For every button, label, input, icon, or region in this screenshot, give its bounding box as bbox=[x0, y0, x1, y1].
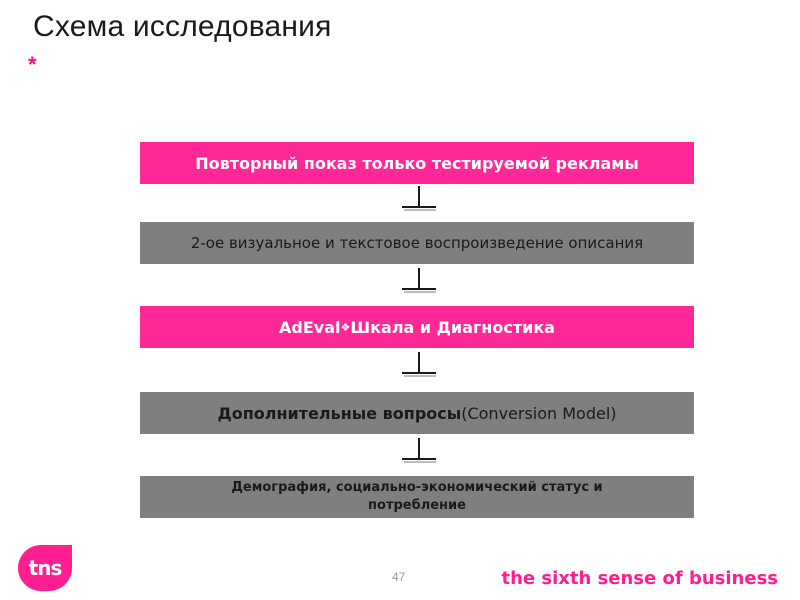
step-4-box bbox=[140, 392, 694, 434]
step-4-bold: Дополнительные вопросы bbox=[217, 403, 462, 423]
step-1-box bbox=[140, 142, 694, 184]
step-1-label: Повторный показ только тестируемой рекламы bbox=[195, 153, 639, 173]
arrow-connector-2 bbox=[402, 268, 436, 294]
page-number: 47 bbox=[392, 570, 406, 584]
arrow-connector-3 bbox=[402, 352, 436, 378]
tns-logo: tns bbox=[18, 545, 72, 591]
step-4-normal: (Conversion Model) bbox=[461, 403, 617, 423]
arrow-connector-1 bbox=[402, 186, 436, 212]
step-3-main: AdEval bbox=[279, 317, 341, 337]
slogan: the sixth sense of business bbox=[501, 568, 778, 589]
arrow-connector-4 bbox=[402, 438, 436, 464]
asterisk-mark: * bbox=[28, 52, 37, 77]
slide-title: Схема исследования bbox=[33, 10, 332, 43]
step-3-rest: Шкала и Диагностика bbox=[350, 317, 555, 337]
step-5-box bbox=[140, 476, 694, 518]
step-2-box bbox=[140, 222, 694, 264]
step-5-label: Демография, социально-экономический статус и потребление bbox=[231, 480, 603, 513]
step-3-box bbox=[140, 306, 694, 348]
diamond-symbol-icon: ❖ bbox=[340, 320, 351, 334]
step-2-label: 2-ое визуальное и текстовое воспроизведение описания bbox=[190, 234, 644, 252]
